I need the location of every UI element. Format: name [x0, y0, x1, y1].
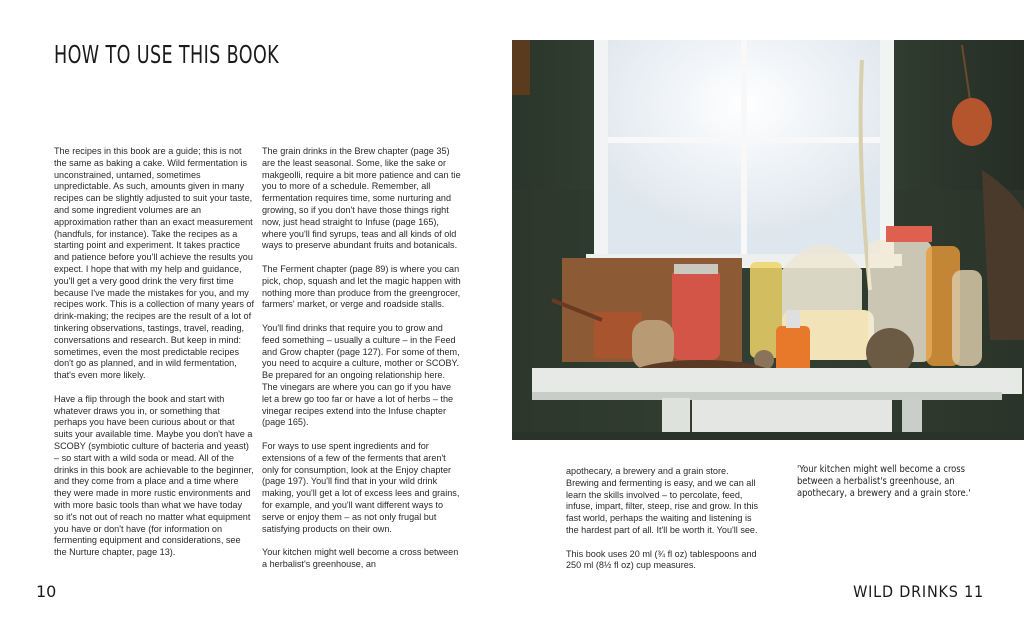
paragraph: The Ferment chapter (page 89) is where you can pick, chop, squash and let the magic happen with nothing more than produce from the greengrocer, farmers' market, or verge and roadside stalls. [262, 263, 461, 310]
pull-quote: 'Your kitchen might well become a cross between a herbalist's greenhouse, an apothecary, a brewery and a grain store.' [797, 464, 971, 499]
paragraph: You'll find drinks that require you to grow and feed something – usually a culture – in the Feed and Grow chapter (page 127). For some of them, you need to acquire a culture, mother or SCOBY. Be prepared for an ongoing relationship here. The vinegars are where you can go if you have let a brew go too far or have a lot of herbs – the vinegar recipes extend into the Infuse chapter (page 165). [262, 322, 460, 428]
paragraph: The recipes in this book are a guide; this is not the same as baking a cake. Wild fermentation is unconstrained, untamed, sometimes unpredictable. As such, amounts given in many recipes can be slightly adjusted to suit your taste, and some ingredient volumes are an approximation rather than an exact measurement (handfuls, for instance). Take the recipes as a starting point and experiment. It takes practice and patience before you'll achieve the results you expect. I hope that with my help and guidance, you'll get a very good drink the very first time because I've made the mistakes for you, and my recipes work. This is a collection of many years of drink-making; the recipes are the result of a lot of tinkering observations, tastings, travel, reading, conversations and research. But keep in mind: sometimes, even the most predictable recipes don't go as planned, and in wild fermentation, that's even more likely. [54, 146, 254, 381]
paragraph: Your kitchen might well become a cross between a herbalist's greenhouse, an [262, 547, 459, 569]
paragraph: Have a flip through the book and start with whatever draws you in, or something that perhaps you have been curious about or that suits your available time. Maybe you don't have a SCOBY (symbiotic culture of bacteria and yeast) – so start with a wild soda or mead. All of the drinks in this book are achievable to the beginner, and they come from a place and a time where they were made in more rustic environments and with more basic tools than what we have today so it's not out of reach no matter what equipment you have or don't have (for information on fermenting equipment and considerations, see the Nurture chapter, page 13). [54, 393, 254, 558]
paragraph: The grain drinks in the Brew chapter (page 35) are the least seasonal. Some, like the sake or makgeolli, require a bit more patience and can tie you to more of a schedule. Remember, all fermentation requires time, some nurturing and growing, so if you don't have those things right now, just head straight to Infuse (page 165), where you'll find syrups, teas and all kinds of old ways to preserve abundant fruits and botanicals. [262, 146, 461, 251]
body-column-2 [262, 146, 462, 582]
page-title: HOW TO USE THIS BOOK [54, 40, 280, 69]
paragraph: For ways to use spent ingredients and for extensions of a few of the ferments that aren't only for consumption, look at the Enjoy chapter (page 197). You'll find that in your wild drink making, you'll get a lot of excess lees and grains, for example, and you'll want different ways to serve or enjoy them – as not only frugal but satisfying products on their own. [262, 440, 460, 534]
running-footer-right: WILD DRINKS 11 [853, 582, 984, 601]
page-number-left: 10 [36, 582, 57, 601]
paragraph: apothecary, a brewery and a grain store. Brewing and fermenting is easy, and we can all learn the skills involved – to percolate, feed, infuse, impart, filter, steep, rise and grow. In this fast world, perhaps the waiting and listening is the hardest part of all. It'll be worth it. You'll see. [566, 466, 759, 535]
kitchen-photo [512, 40, 1024, 440]
paragraph: This book uses 20 ml (¾ fl oz) tablespoons and 250 ml (8½ fl oz) cup measures. [566, 548, 757, 571]
body-column-3 [566, 466, 761, 584]
body-column-1 [54, 146, 254, 571]
